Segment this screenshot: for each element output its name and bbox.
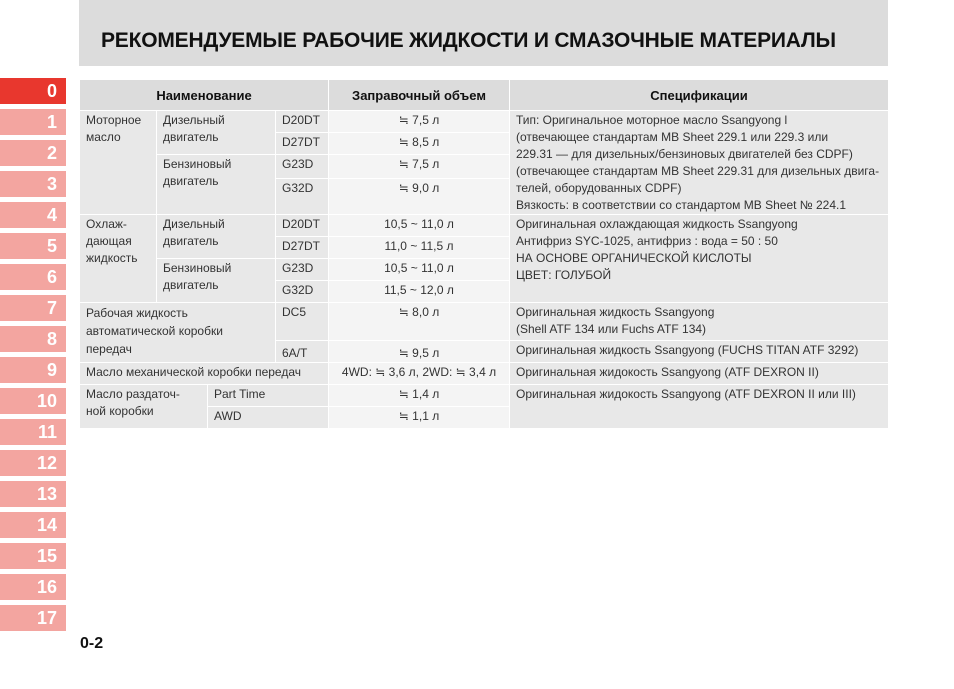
table-row <box>80 303 889 341</box>
volume-cell: ≒ 1,1 л <box>329 407 510 429</box>
atf-spec-dc5: Оригинальная жидкость Ssangyong (Shell ATF 134 или Fuchs ATF 134) <box>510 303 889 341</box>
volume-cell: 10,5 ~ 11,0 л <box>329 215 510 237</box>
model-cell: G23D <box>276 259 329 281</box>
volume-cell: ≒ 1,4 л <box>329 385 510 407</box>
coolant-label: Охлаж- дающая жидкость <box>80 215 157 303</box>
volume-cell: 4WD: ≒ 3,6 л, 2WD: ≒ 3,4 л <box>329 363 510 385</box>
model-cell: D27DT <box>276 133 329 155</box>
chapter-tab-5[interactable]: 5 <box>0 233 66 259</box>
engine-oil-label: Моторное масло <box>80 111 157 215</box>
volume-cell: 10,5 ~ 11,0 л <box>329 259 510 281</box>
header-name: Наименование <box>80 80 329 111</box>
chapter-tab-2[interactable]: 2 <box>0 140 66 166</box>
chapter-tab-3[interactable]: 3 <box>0 171 66 197</box>
table-row <box>80 385 889 407</box>
chapter-tab-16[interactable]: 16 <box>0 574 66 600</box>
model-cell: G23D <box>276 155 329 179</box>
atf-spec-6at: Оригинальная жидкость Ssangyong (FUCHS TITAN ATF 3292) <box>510 341 889 363</box>
coolant-diesel: Дизельный двигатель <box>157 215 276 259</box>
table-row <box>80 111 889 133</box>
title-bar <box>79 0 888 66</box>
engine-oil-spec: Тип: Оригинальное моторное масло Ssangyong l (отвечающее стандартам MB Sheet 229.1 или 229.3 или 229.31 — для дизельных/бензиновых двигателей без CDPF) (отвечающее стандартам MB Sheet 229.31 для дизельных двига- телей, оборудованных CDPF) Вязкость: в соответствии со стандартом MB Sheet № 224.1 <box>510 111 889 215</box>
model-cell: D20DT <box>276 215 329 237</box>
table-row <box>80 363 889 385</box>
chapter-tab-6[interactable]: 6 <box>0 264 66 290</box>
chapter-tab-1[interactable]: 1 <box>0 109 66 135</box>
chapter-tab-9[interactable]: 9 <box>0 357 66 383</box>
coolant-spec: Оригинальная охлаждающая жидкость Ssangyong Антифриз SYC-1025, антифриз : вода = 50 : 50 НА ОСНОВЕ ОРГАНИЧЕСКОЙ КИСЛОТЫ ЦВЕТ: ГОЛУБОЙ <box>510 215 889 303</box>
chapter-tabs <box>0 78 66 636</box>
chapter-tab-14[interactable]: 14 <box>0 512 66 538</box>
volume-cell: ≒ 8,0 л <box>329 303 510 341</box>
engine-oil-diesel: Дизельный двигатель <box>157 111 276 155</box>
manual-spec: Оригинальная жидокость Ssangyong (ATF DEXRON II) <box>510 363 889 385</box>
volume-cell: ≒ 8,5 л <box>329 133 510 155</box>
chapter-tab-7[interactable]: 7 <box>0 295 66 321</box>
chapter-tab-17[interactable]: 17 <box>0 605 66 631</box>
model-cell: G32D <box>276 281 329 303</box>
transfer-type-cell: Part Time <box>208 385 329 407</box>
header-volume: Заправочный объем <box>329 80 510 111</box>
table-header-row <box>80 80 889 111</box>
model-cell: DC5 <box>276 303 329 341</box>
model-cell: 6A/T <box>276 341 329 363</box>
transfer-spec: Оригинальная жидокость Ssangyong (ATF DEXRON II или III) <box>510 385 889 429</box>
model-cell: G32D <box>276 179 329 215</box>
atf-label: Рабочая жидкость автоматической коробки передач <box>80 303 276 363</box>
engine-oil-petrol: Бензиновый двигатель <box>157 155 276 215</box>
chapter-tab-11[interactable]: 11 <box>0 419 66 445</box>
table-row <box>80 215 889 237</box>
chapter-tab-0[interactable]: 0 <box>0 78 66 104</box>
volume-cell: 11,5 ~ 12,0 л <box>329 281 510 303</box>
chapter-tab-10[interactable]: 10 <box>0 388 66 414</box>
volume-cell: ≒ 7,5 л <box>329 155 510 179</box>
transfer-label: Масло раздаточ- ной коробки <box>80 385 208 429</box>
model-cell: D27DT <box>276 237 329 259</box>
volume-cell: ≒ 7,5 л <box>329 111 510 133</box>
fluids-table <box>79 79 889 429</box>
coolant-petrol: Бензиновый двигатель <box>157 259 276 303</box>
chapter-tab-8[interactable]: 8 <box>0 326 66 352</box>
header-spec: Спецификации <box>510 80 889 111</box>
chapter-tab-12[interactable]: 12 <box>0 450 66 476</box>
transfer-type-cell: AWD <box>208 407 329 429</box>
chapter-tab-13[interactable]: 13 <box>0 481 66 507</box>
manual-label: Масло механической коробки передач <box>80 363 329 385</box>
page-title: РЕКОМЕНДУЕМЫЕ РАБОЧИЕ ЖИДКОСТИ И СМАЗОЧНЫЕ МАТЕРИАЛЫ <box>101 29 836 52</box>
model-cell: D20DT <box>276 111 329 133</box>
volume-cell: 11,0 ~ 11,5 л <box>329 237 510 259</box>
chapter-tab-15[interactable]: 15 <box>0 543 66 569</box>
chapter-tab-4[interactable]: 4 <box>0 202 66 228</box>
page-number: 0-2 <box>80 635 104 652</box>
volume-cell: ≒ 9,5 л <box>329 341 510 363</box>
volume-cell: ≒ 9,0 л <box>329 179 510 215</box>
